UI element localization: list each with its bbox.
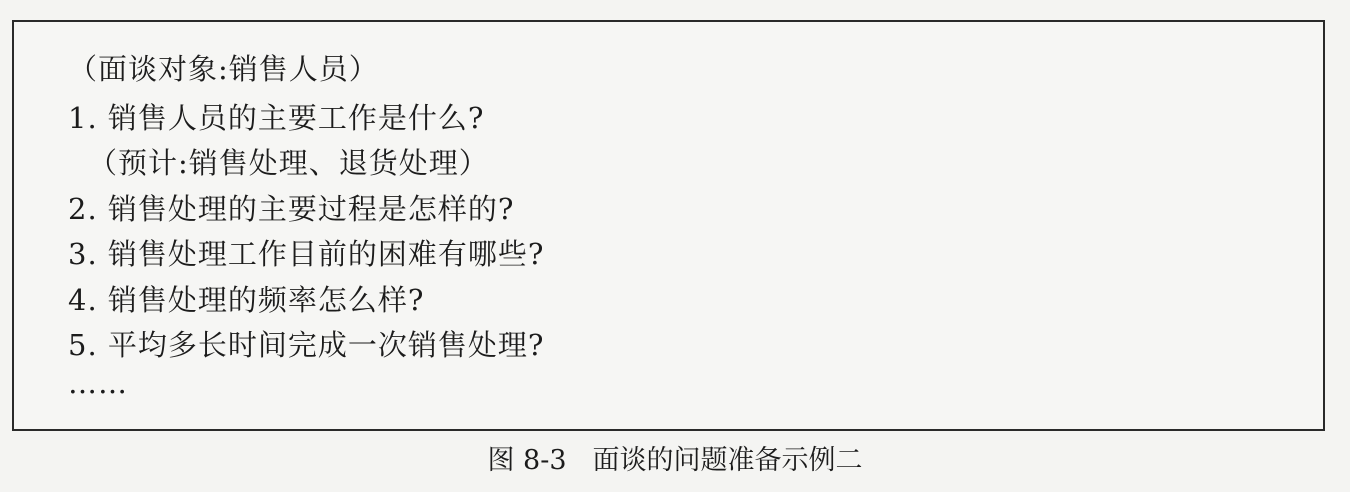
question-box [12,20,1325,431]
question-3: 3. 销售处理工作目前的困难有哪些? [68,237,545,271]
figure-caption [0,444,1350,478]
interview-subject: （面谈对象:销售人员） [68,52,379,86]
question-2: 2. 销售处理的主要过程是怎样的? [68,192,515,226]
ellipsis: …… [68,366,128,400]
question-1: 1. 销售人员的主要工作是什么? [68,101,485,135]
figure-title: 面谈的问题准备示例二 [592,445,863,476]
question-1-note: （预计:销售处理、退货处理） [88,146,489,180]
question-4: 4. 销售处理的频率怎么样? [68,283,425,317]
figure-number: 图 8-3 [487,445,567,476]
question-5: 5. 平均多长时间完成一次销售处理? [68,328,545,362]
